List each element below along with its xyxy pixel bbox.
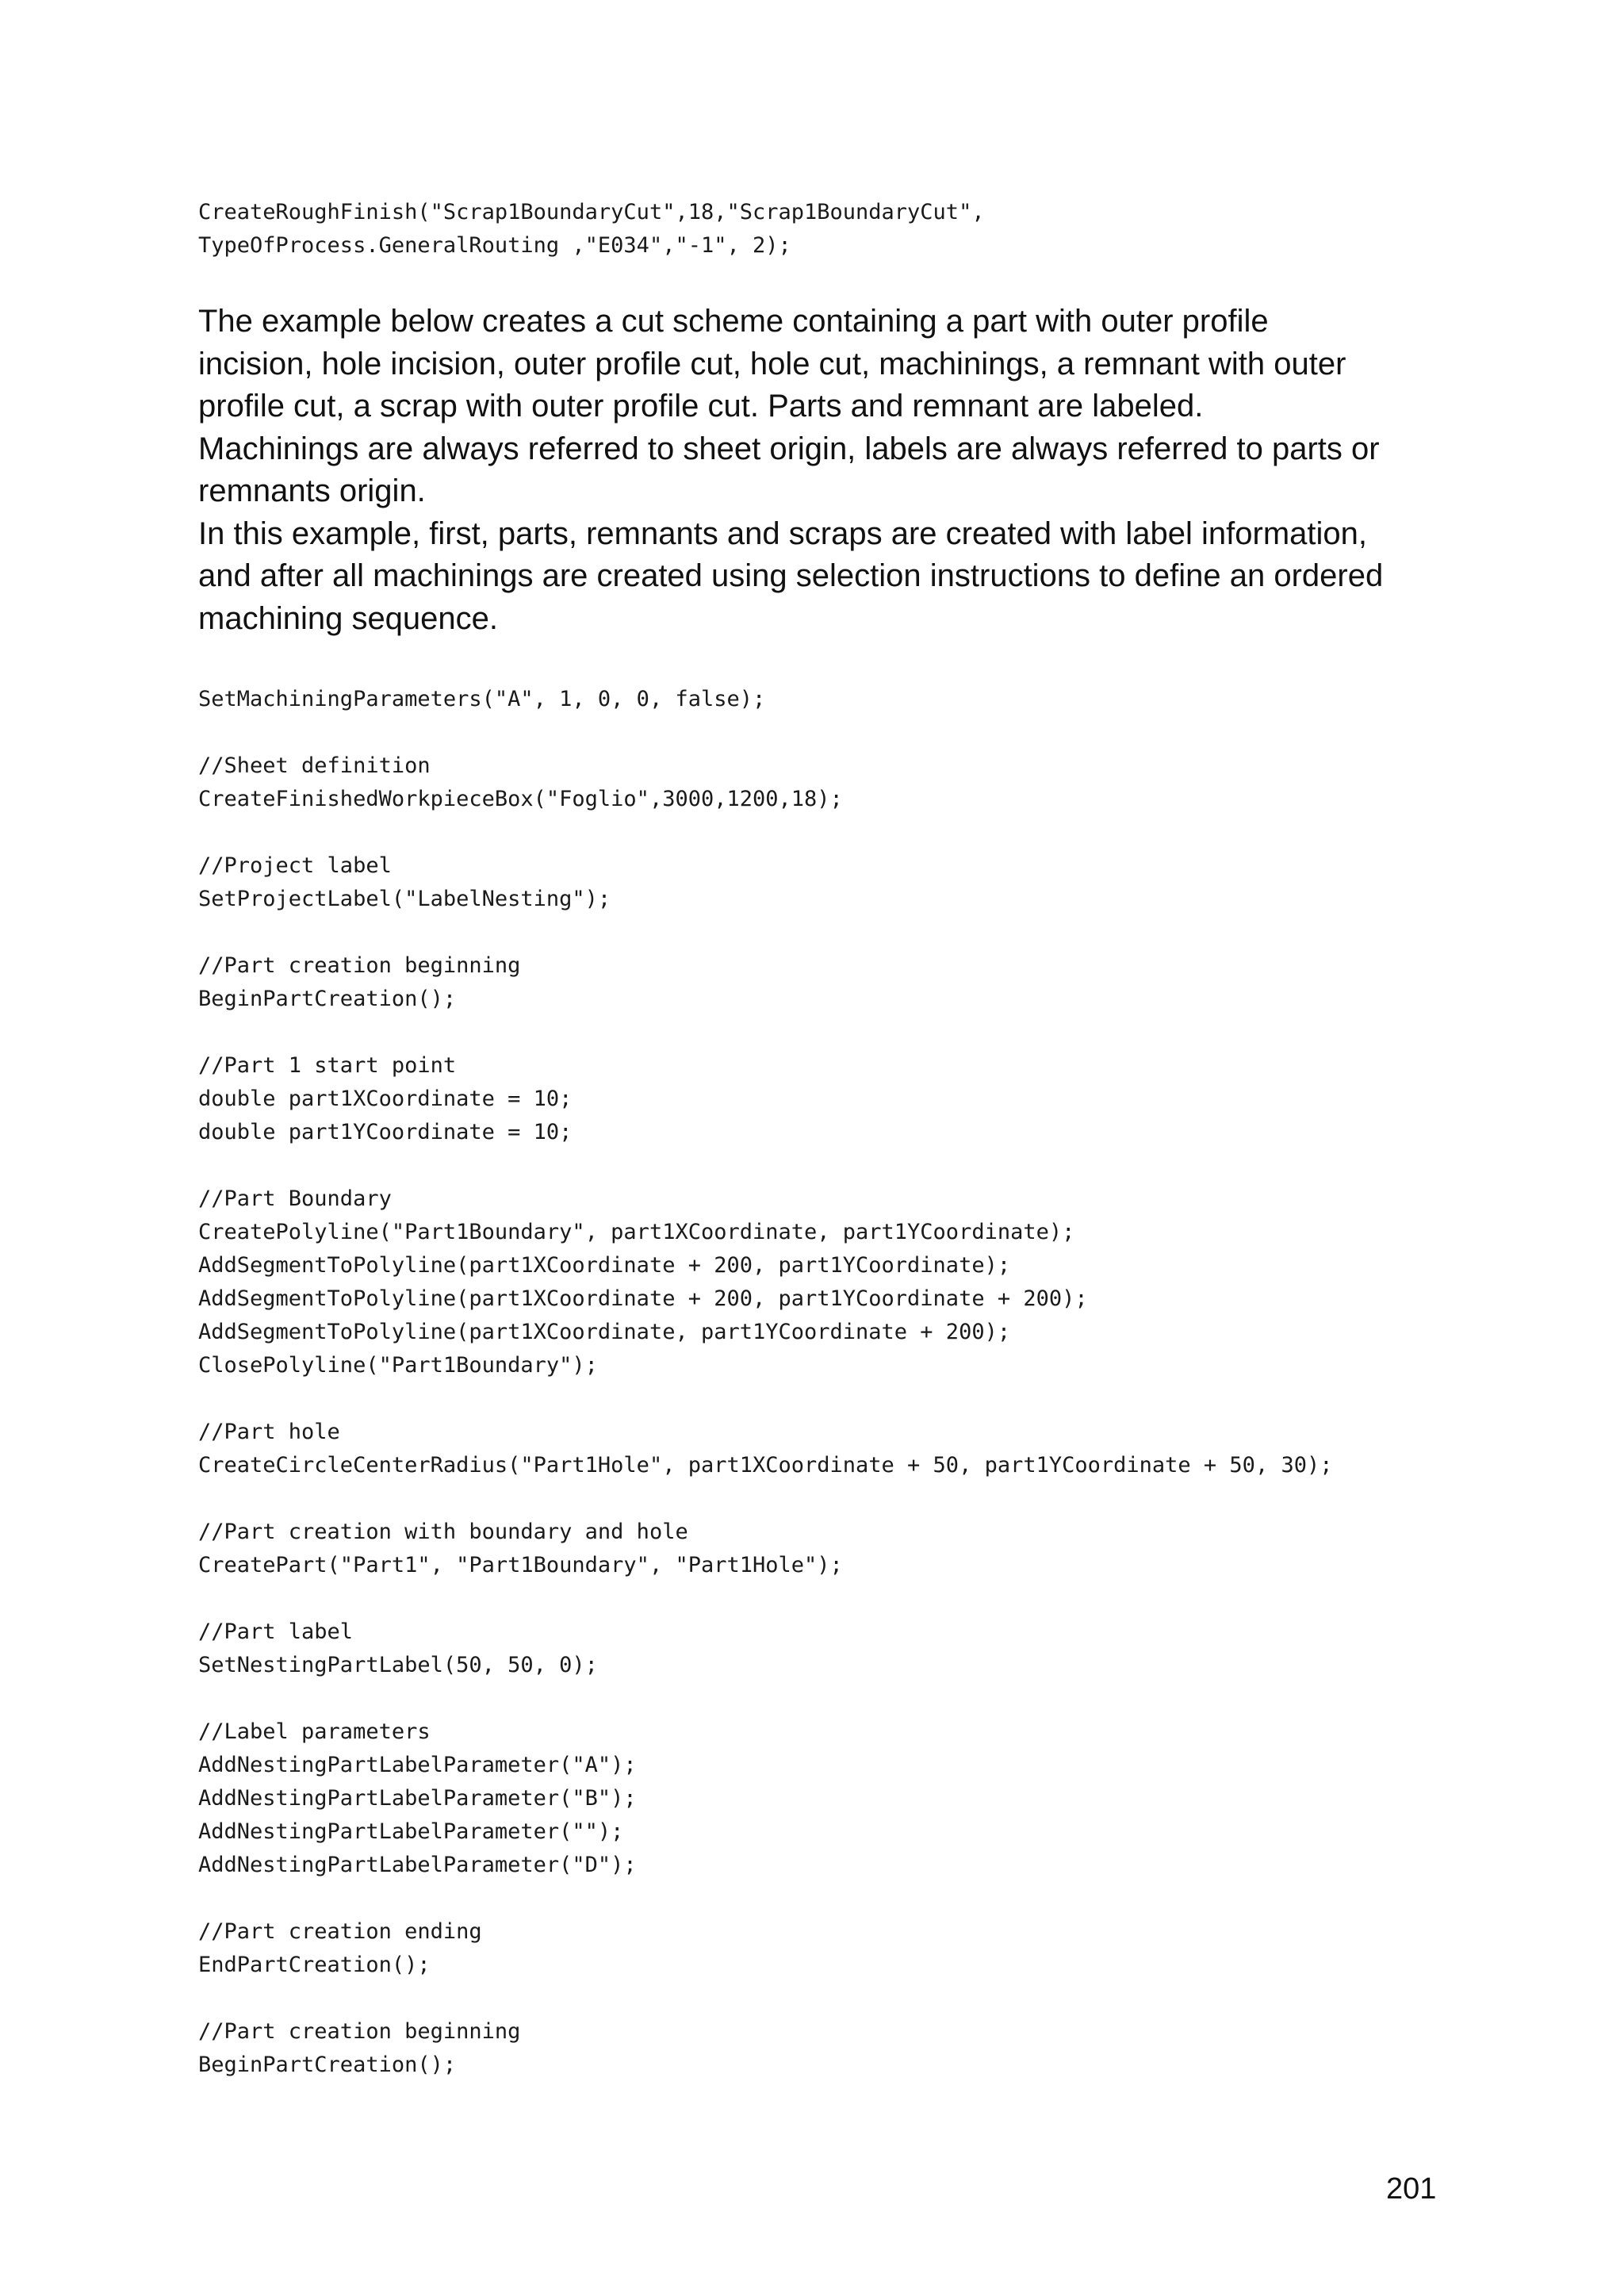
code-line: SetProjectLabel("LabelNesting"); — [198, 887, 611, 911]
code-block-main — [198, 683, 1332, 2082]
code-line — [198, 1382, 1332, 1416]
code-line: SetNestingPartLabel(50, 50, 0); — [198, 1653, 598, 1677]
code-line — [198, 716, 1332, 749]
code-line: //Part hole — [198, 1420, 340, 1444]
example-description-paragraph — [198, 301, 1435, 640]
code-line: TypeOfProcess.GeneralRouting ,"E034","-1", 2); — [198, 233, 791, 258]
code-line: AddNestingPartLabelParameter("D"); — [198, 1853, 637, 1877]
code-line: //Project label — [198, 853, 392, 878]
code-line: //Part creation beginning — [198, 953, 521, 978]
code-line: CreateRoughFinish("Scrap1BoundaryCut",18,"Scrap1BoundaryCut", — [198, 200, 985, 224]
code-line — [198, 816, 1332, 849]
code-line: AddNestingPartLabelParameter("B"); — [198, 1786, 637, 1811]
code-line — [198, 1016, 1332, 1049]
code-line: AddSegmentToPolyline(part1XCoordinate, part1YCoordinate + 200); — [198, 1320, 1011, 1344]
code-line — [198, 1882, 1332, 1915]
code-line: AddNestingPartLabelParameter("A"); — [198, 1753, 637, 1777]
code-line: //Part creation with boundary and hole — [198, 1520, 688, 1544]
code-line: EndPartCreation(); — [198, 1953, 431, 1977]
code-line: AddSegmentToPolyline(part1XCoordinate + 200, part1YCoordinate); — [198, 1253, 1011, 1278]
code-line: CreatePart("Part1", "Part1Boundary", "Part1Hole"); — [198, 1553, 843, 1577]
code-line — [198, 1482, 1332, 1516]
code-line: //Label parameters — [198, 1719, 431, 1744]
code-line: double part1XCoordinate = 10; — [198, 1087, 573, 1111]
code-line: //Sheet definition — [198, 753, 431, 778]
page-number: 201 — [1386, 2172, 1437, 2206]
code-line: AddSegmentToPolyline(part1XCoordinate + 200, part1YCoordinate + 200); — [198, 1286, 1088, 1311]
code-line: //Part creation ending — [198, 1919, 482, 1944]
code-line: SetMachiningParameters("A", 1, 0, 0, false); — [198, 687, 766, 711]
code-line — [198, 1982, 1332, 2015]
code-line — [198, 1682, 1332, 1715]
paragraph-line: profile cut, a scrap with outer profile cut. Parts and remnant are labeled. — [198, 389, 1204, 424]
code-line: AddNestingPartLabelParameter(""); — [198, 1819, 624, 1844]
code-line: //Part creation beginning — [198, 2019, 521, 2044]
code-line: CreatePolyline("Part1Boundary", part1XCoordinate, part1YCoordinate); — [198, 1220, 1075, 1244]
code-line: ClosePolyline("Part1Boundary"); — [198, 1353, 598, 1378]
code-line: BeginPartCreation(); — [198, 2053, 457, 2077]
code-line: CreateCircleCenterRadius("Part1Hole", part1XCoordinate + 50, part1YCoordinate + 50, 30); — [198, 1453, 1333, 1478]
code-line: //Part 1 start point — [198, 1053, 457, 1078]
paragraph-line: The example below creates a cut scheme containing a part with outer profile — [198, 304, 1269, 339]
code-line — [198, 1149, 1332, 1182]
paragraph-line: and after all machinings are created using selection instructions to define an ordered — [198, 558, 1384, 593]
paragraph-line: incision, hole incision, outer profile cut, hole cut, machinings, a remnant with outer — [198, 346, 1346, 381]
paragraph-line: In this example, first, parts, remnants and scraps are created with label information, — [198, 516, 1368, 551]
code-line — [198, 916, 1332, 949]
code-line: //Part Boundary — [198, 1186, 392, 1211]
code-line — [198, 1582, 1332, 1616]
paragraph-line: machining sequence. — [198, 600, 499, 636]
code-line: double part1YCoordinate = 10; — [198, 1120, 573, 1144]
code-line: BeginPartCreation(); — [198, 987, 457, 1011]
code-line: //Part label — [198, 1619, 354, 1644]
paragraph-line: Machinings are always referred to sheet origin, labels are always referred to parts or — [198, 431, 1380, 466]
code-block-top — [198, 196, 985, 263]
code-line: CreateFinishedWorkpieceBox("Foglio",3000,1200,18); — [198, 787, 843, 811]
paragraph-line: remnants origin. — [198, 473, 426, 508]
